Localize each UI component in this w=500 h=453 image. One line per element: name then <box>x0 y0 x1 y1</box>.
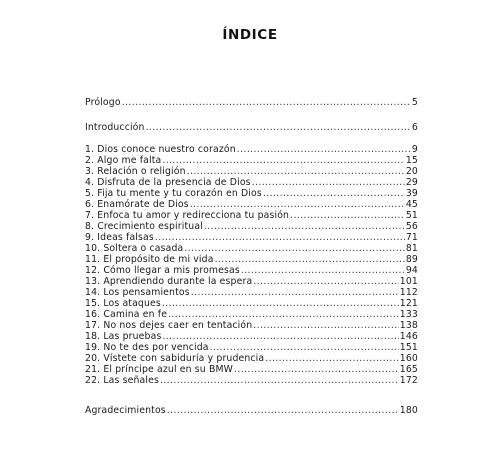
toc-entry-label: 14. Los pensamientos <box>85 287 190 298</box>
toc-entry-label: 18. Las pruebas <box>85 331 162 342</box>
toc-entry-chapter <box>85 309 418 320</box>
toc-entry-chapter <box>85 155 418 166</box>
dot-leader <box>168 309 399 320</box>
toc-entry-label: 15. Los ataques <box>85 298 161 309</box>
toc-entry-label: 16. Camina en fe <box>85 309 168 320</box>
dot-leader <box>237 144 411 155</box>
toc-entry-chapter <box>85 243 418 254</box>
toc-entry-chapter <box>85 298 418 309</box>
toc-entry-label: 1. Dios conoce nuestro corazón <box>85 144 236 155</box>
dot-leader <box>252 177 405 188</box>
toc-entry-page-number: 6 <box>411 122 418 133</box>
toc-entry-page-number: 138 <box>399 320 418 331</box>
toc-entry-page-number: 180 <box>399 405 418 416</box>
toc-entry-chapter <box>85 254 418 265</box>
toc-entry-page-number: 151 <box>399 342 418 353</box>
dot-leader <box>241 265 405 276</box>
toc-entry-label: 8. Crecimiento espiritual <box>85 221 203 232</box>
toc-entry-page-number: 165 <box>399 364 418 375</box>
toc-entry-label: Introducción <box>85 122 145 133</box>
page-title: ÍNDICE <box>222 27 278 43</box>
toc-entry-chapter <box>85 331 418 342</box>
toc-entry-chapter <box>85 221 418 232</box>
toc-entry-page-number: 172 <box>399 375 418 386</box>
dot-leader <box>204 221 405 232</box>
toc-entry-page-number: 56 <box>405 221 418 232</box>
toc-entry-chapter <box>85 342 418 353</box>
toc-entry-chapter <box>85 166 418 177</box>
toc-entry-page-number: 94 <box>405 265 418 276</box>
dot-leader <box>263 188 405 199</box>
toc-entry-label: 12. Cómo llegar a mis promesas <box>85 265 240 276</box>
toc-entry-label: Agradecimientos <box>85 405 166 416</box>
toc-entry-chapter <box>85 232 418 243</box>
toc-entry-chapter <box>85 364 418 375</box>
toc-entry-page-number: 15 <box>405 155 418 166</box>
toc-entry-label: 6. Enamórate de Dios <box>85 199 189 210</box>
toc-entry-page-number: 146 <box>399 331 418 342</box>
toc-entry-page-number: 101 <box>399 276 418 287</box>
toc-entry-label: 2. Algo me falta <box>85 155 162 166</box>
toc-entry-chapter <box>85 177 418 188</box>
toc-entry-page-number: 81 <box>405 243 418 254</box>
toc-entry-page-number: 89 <box>405 254 418 265</box>
dot-leader <box>162 331 398 342</box>
toc-entry-label: 22. Las señales <box>85 375 159 386</box>
dot-leader <box>215 254 405 265</box>
toc-entry-chapter <box>85 375 418 386</box>
toc-entry-page-number: 71 <box>405 232 418 243</box>
toc-entry-chapter <box>85 265 418 276</box>
toc-entry-chapter <box>85 210 418 221</box>
toc-entry-page-number: 39 <box>405 188 418 199</box>
dot-leader <box>253 320 399 331</box>
toc-entry-label: 13. Aprendiendo durante la espera <box>85 276 253 287</box>
toc-entry-label: 9. Ideas falsas <box>85 232 154 243</box>
toc-entry-label: 3. Relación o religión <box>85 166 186 177</box>
toc-entry-page-number: 5 <box>411 97 418 108</box>
toc-entry-page-number: 51 <box>405 210 418 221</box>
toc-entry-chapter <box>85 144 418 155</box>
toc-entry-page-number: 45 <box>405 199 418 210</box>
toc-entry-label: 5. Fija tu mente y tu corazón en Dios <box>85 188 262 199</box>
dot-leader <box>167 405 399 416</box>
dot-leader <box>160 375 399 386</box>
toc-entry-label: 19. No te des por vencida <box>85 342 209 353</box>
dot-leader <box>162 155 405 166</box>
toc-entry-page-number: 121 <box>399 298 418 309</box>
toc-entry-chapter <box>85 199 418 210</box>
toc-entry-chapter <box>85 276 418 287</box>
toc-entry-page-number: 20 <box>405 166 418 177</box>
toc-entry-chapter <box>85 353 418 364</box>
toc-entry-page-number: 133 <box>399 309 418 320</box>
toc-entry-page-number: 9 <box>411 144 418 155</box>
dot-leader <box>253 276 399 287</box>
dot-leader <box>290 210 405 221</box>
toc-entry-page-number: 29 <box>405 177 418 188</box>
toc-entry-label: 4. Disfruta de la presencia de Dios <box>85 177 251 188</box>
toc-entry-chapter <box>85 287 418 298</box>
dot-leader <box>184 243 405 254</box>
toc-entry-prologo <box>85 97 418 108</box>
dot-leader <box>234 364 399 375</box>
dot-leader <box>190 199 405 210</box>
toc-entry-page-number: 112 <box>399 287 418 298</box>
toc-entry-chapter <box>85 188 418 199</box>
dot-leader <box>210 342 399 353</box>
toc-entry-label: 11. El propósito de mi vida <box>85 254 214 265</box>
toc-entry-agradecimientos <box>85 405 418 416</box>
dot-leader <box>155 232 405 243</box>
toc-entry-label: 7. Enfoca tu amor y redirecciona tu pasión <box>85 210 290 221</box>
toc-entry-label: 10. Soltera o casada <box>85 243 184 254</box>
dot-leader <box>146 122 411 133</box>
dot-leader <box>191 287 399 298</box>
toc-entry-page-number: 160 <box>399 353 418 364</box>
toc-entry-chapter <box>85 320 418 331</box>
dot-leader <box>122 97 411 108</box>
toc-entry-label: 20. Vístete con sabiduría y prudencia <box>85 353 265 364</box>
toc-entry-label: Prólogo <box>85 97 121 108</box>
dot-leader <box>265 353 399 364</box>
toc-entry-label: 17. No nos dejes caer en tentación <box>85 320 253 331</box>
dot-leader <box>162 298 399 309</box>
dot-leader <box>187 166 405 177</box>
toc-entry-label: 21. El príncipe azul en su BMW <box>85 364 233 375</box>
toc-entry-introduccion <box>85 122 418 133</box>
